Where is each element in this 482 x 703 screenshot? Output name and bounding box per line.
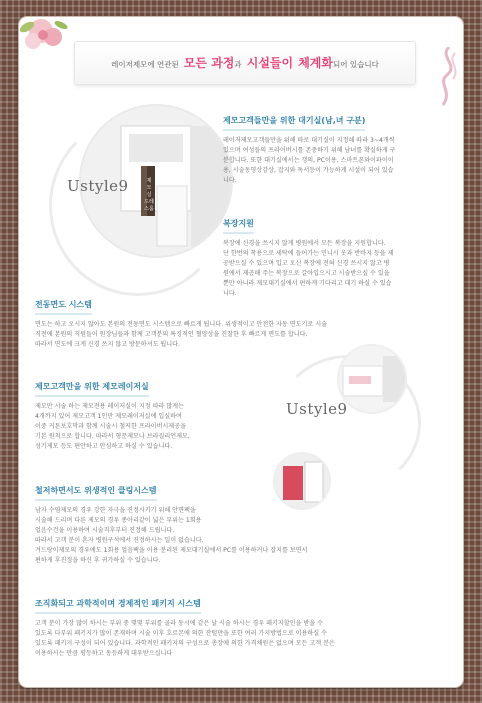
section-clothing-support: [223, 211, 451, 299]
section-line: 기본 원칙으로 합니다. 따라서 형문제모나 브라질리언제모,: [35, 433, 190, 440]
section-line: 복장에 신경을 쓰시지 않게 병원에서 모든 복장을 지원합니다.: [223, 240, 386, 247]
section-line: 있도록 다부위 패키지가 많이 존재하며 시술 이후 호르몬에 의한 잔털만을 또한 여러 가지방법으로 이용하실 수: [35, 630, 328, 637]
door-sign: 제 모 실 드레스룸: [144, 178, 154, 212]
section-line: 4개까지 있어 제모고객 1인만 제모레이저실에 입실하여: [35, 413, 182, 420]
section-line: 얼음수건을 이용하여 시술직후부터 진정해 드립니다.: [35, 527, 175, 534]
section-line: 니다.: [223, 290, 237, 297]
section-body: [35, 320, 455, 350]
section-title: 제모고객들만을 위한 대기실(남,녀 구분): [223, 115, 365, 131]
section-title: 조직화되고 과학적이며 경제적인 패키지 시스템: [35, 598, 201, 614]
section-line: 면도는 하고 오시지 않아도 본원의 전동면도 시스템으로 빠르게 됩니다. 위생적이고 안전한 자동 면도기로 시술: [35, 321, 328, 328]
brand-logo-top: Ustyle9: [67, 177, 129, 195]
section-body: [223, 136, 451, 186]
section-waiting-room: [223, 108, 451, 186]
section-title: 전동면도 시스템: [35, 299, 92, 315]
content-card: [19, 17, 463, 687]
section-electric-shaving: [35, 292, 455, 350]
section-line: 남자 수염제모의 경우 강한 자극을 진정시키기 위해 안면팩을: [35, 507, 196, 514]
section-line: 이용하시는 만큼 평등하고 동등하게 대우받으십니다: [35, 650, 173, 657]
section-line: 따라서 고객 분이 혼자 병원구석에서 진정하시는 일이 없습니다.: [35, 537, 204, 544]
section-body: [35, 402, 271, 452]
header-highlight-process: 모든 과정: [183, 56, 235, 70]
section-line: 니다.: [223, 177, 237, 184]
section-package-system: [35, 591, 455, 659]
section-line: 원에서 제공해 주는 복장으로 갈아입으시고 시술받으실 수 있을: [223, 270, 390, 277]
section-cooling-system: [35, 478, 455, 566]
section-line: 편하게 후진정을 하신 후 귀가하실 수 있습니다.: [35, 557, 161, 564]
section-line: 레이저제모고객들만을 위해 따로 대기실이 지정해 따라 3~4개씩: [223, 137, 395, 144]
header-suffix: 되어 있습니다: [332, 60, 379, 69]
section-line: 따라서 면도에 크게 신경 쓰지 않고 방문하셔도 됩니다.: [35, 341, 181, 348]
section-line: 시술해 드리며 다른 제모의 경우 종아리같이 넓은 부위는 1회용: [35, 517, 202, 524]
section-line: 용, 시술동영상감상, 잡지와 독서등이 가능하게 시설이 되어 있습: [223, 167, 394, 174]
section-title: 제모고객만을 위한 제모레이저실: [35, 381, 149, 397]
section-body: [223, 239, 451, 299]
section-body: [35, 506, 455, 566]
section-line: 제모만 시술 하는 제모전용 레이저실이 지정 따라 많게는: [35, 403, 184, 410]
section-line: 공받으실 수 있으며 입고 오신 복장에 전혀 신경 쓰시지 않고 병: [223, 260, 390, 267]
section-line: 이중 커튼보호막과 함께 시술시 철저한 프라이버시제공을: [35, 423, 186, 430]
ribbon-decoration-icon: [429, 47, 463, 107]
section-line: 겨드랑이제모의 경우에도 1회용 얼음팩을 이용 분리된 제모대기실에서 PC를 이용하거나 잡지를 보면서: [35, 547, 308, 554]
section-laser-room: [35, 374, 271, 452]
section-body: [35, 619, 455, 659]
section-title: 철저하면서도 위생적인 클링시스템: [35, 485, 157, 501]
header-highlight-facilities: 시설들이: [246, 56, 294, 70]
flower-decoration-icon: [19, 17, 73, 57]
header-highlight-systemized: 체계화: [298, 56, 333, 70]
header-conjunction: 과: [234, 60, 242, 69]
section-line: 뿐만 아니라 제모대기실에서 편하게 기다리고 대기 하실 수 있습: [223, 280, 392, 287]
section-line: 있도록 패키지 구성이 되어 있습니다. 과학적인 패키지의 구성으로 총장에 의한 가격체원은 없으며 모든 고객 분은: [35, 640, 335, 647]
section-title: 복장지원: [223, 218, 254, 234]
section-line: 성기제모 등도 편안하고 안심하고 하실 수 있습니다.: [35, 443, 173, 450]
header-prefix: 레이저제모에 연관된: [111, 60, 179, 69]
brand-logo-right: Ustyle9: [286, 400, 348, 418]
header-banner: [74, 41, 416, 85]
section-line: 있으며 여성들의 프라이버시를 존중하기 위해 남녀를 확실하게 구: [223, 147, 396, 154]
section-line: 단 한번의 착용으로 세탁에 들어가는 민니시 옷과 반바지 등을 제: [223, 250, 394, 257]
section-line: 직전에 본원의 직원들이 원장님들과 함께 고객분의 특징적인 혈양상을 진찰한 후 빠르게 면도를 합니다.: [35, 331, 308, 338]
section-line: 분합니다. 또한 대기실에서는 갱의, PC이용, 스마트폰와이파이이: [223, 157, 394, 164]
section-line: 고객 분이 가장 많이 하시는 부위 중 몇몇 부위를 골라 동시에 같은 날 시술 하시는 경우 패키지할인을 받을 수: [35, 620, 323, 627]
